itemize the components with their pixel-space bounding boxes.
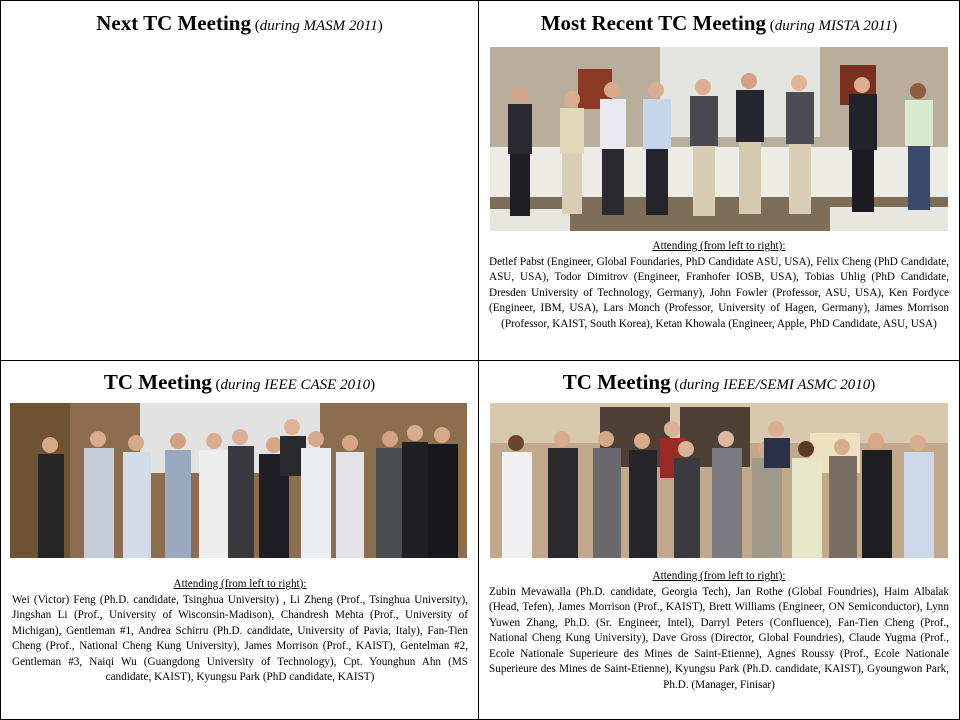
cell-recent-meeting <box>479 1 959 360</box>
asmc-meeting-title-sub: (during IEEE/SEMI ASMC 2010) <box>670 377 876 393</box>
case-caption-attendees: Wei (Victor) Feng (Ph.D. candidate, Tsinghua University) , Li Zheng (Prof., Tsinghua University), Jingshan Li (Prof., University of Wisconsin-Madison), Chandresh Mehta (Prof., University of Michigan), Gentleman #1, Andrea Schirru (Ph.D. candidate, University of Pavia, Italy), Fan-Tien Cheng (Prof., National Cheng Kung University), James Morrison (Prof., KAIST), Gentelman #2, Gentleman #3, Naiqi Wu (Guangdong University of Technology), Cpt. Younghun Ahn (MS candidate, KAIST), Kyungsu Park (PhD candidate, KAIST) <box>12 593 468 683</box>
next-meeting-title-main: Next TC Meeting <box>96 11 251 35</box>
asmc-meeting-group-photo <box>490 403 948 558</box>
case-meeting-group-photo <box>10 403 467 558</box>
asmc-meeting-title-main: TC Meeting <box>562 370 671 394</box>
cell-asmc-2010-meeting <box>479 361 959 719</box>
asmc-meeting-caption <box>489 569 949 693</box>
recent-meeting-caption <box>489 239 949 332</box>
recent-photo-illustration <box>490 47 948 231</box>
recent-meeting-group-photo <box>490 47 948 231</box>
next-meeting-title <box>1 11 478 36</box>
cell-next-meeting <box>1 1 478 360</box>
case-caption-heading: Attending (from left to right): <box>173 578 307 590</box>
asmc-meeting-title <box>479 370 959 395</box>
recent-meeting-title-sub: (during MISTA 2011) <box>766 18 898 34</box>
recent-meeting-title-main: Most Recent TC Meeting <box>540 11 767 35</box>
asmc-caption-heading: Attending (from left to right): <box>652 570 786 582</box>
recent-meeting-title <box>479 11 959 36</box>
case-meeting-caption <box>12 577 468 686</box>
cell-case-2010-meeting <box>1 361 478 719</box>
recent-caption-attendees: Detlef Pabst (Engineer, Global Foundaries, PhD Candidate ASU, USA), Felix Cheng (PhD Candidate, ASU, USA), Todor Dimitrov (Engineer, Franhofer IOSB, USA), Tobias Uhlig (PhD Candidate, Dresden University of Technology, Germany), John Fowler (Professor, ASU, USA), Ken Fordyce (Engineer, IBM, USA), Lars Monch (Professor, University of Hagen, Germany), James Morrison (Professor, KAIST, South Korea), Ketan Khowala (Engineer, Apple, PhD Candidate, ASU, USA) <box>489 255 949 330</box>
asmc-photo-illustration <box>490 403 948 558</box>
next-meeting-title-sub: (during MASM 2011) <box>250 18 383 34</box>
recent-caption-heading: Attending (from left to right): <box>652 240 786 252</box>
case-meeting-title-main: TC Meeting <box>103 370 212 394</box>
case-photo-illustration <box>10 403 467 558</box>
case-meeting-title-sub: (during IEEE CASE 2010) <box>211 377 376 393</box>
case-meeting-title <box>1 370 478 395</box>
asmc-caption-attendees: Zubin Mevawalla (Ph.D. candidate, Georgia Tech), Jan Rothe (Global Foundries), Haim Albalak (Head, Tefen), James Morrison (Prof., KAIST), Brett Williams (Engineer, ON Semiconductor), Lynn Yuwen Zhang, Ph.D. (Sr. Engineer, Intel), Darryl Peters (Confluence), Fan-Tien Cheng (Prof., National Cheng Kung University), Dave Gross (Director, Global Foundries), Claude Yugma (Prof., Ecole Nationale Superieure des Mines de Saint-Etienne), Agnes Roussy (Prof., Ecole Nationale Superieure des Mines de Saint-Etienne), Kyungsu Park (Ph.D. candidate, KAIST), Gyoungwon Park, Ph.D. (Manager, Finisar) <box>489 585 949 691</box>
